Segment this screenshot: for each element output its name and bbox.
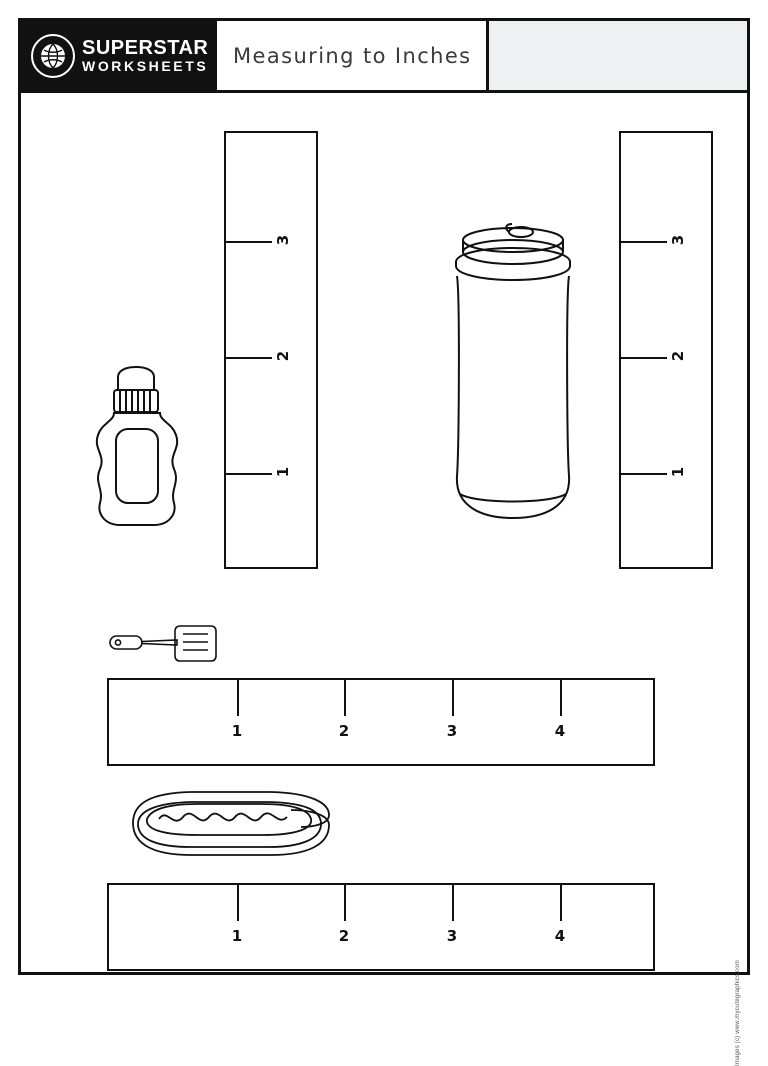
ruler-tick [344,680,346,716]
ruler-tick [621,241,667,243]
brand-block [21,21,217,90]
ruler-tick-label: 3 [446,722,458,740]
ruler-tick-label: 1 [669,466,688,478]
brand-line-2: WORKSHEETS [82,57,209,74]
ruler-tick-label: 1 [231,927,243,945]
worksheet-body [21,93,747,1066]
vertical-ruler-2 [619,131,713,569]
ruler-tick [560,680,562,716]
ruler-tick [226,357,272,359]
spatula-illustration [107,623,242,668]
ruler-tick-label: 3 [274,234,293,246]
ruler-tick [452,680,454,716]
ruler-tick [237,680,239,716]
soda-can-illustration [426,218,601,548]
ruler-tick-label: 1 [274,466,293,478]
ruler-tick-label: 2 [338,722,350,740]
brand-line-1: SUPERSTAR [82,36,209,59]
page-title: Measuring to Inches [233,43,472,68]
hot-dog-illustration [111,783,346,863]
ruler-tick-label: 2 [669,350,688,362]
horizontal-ruler-1 [107,678,655,766]
ruler-tick [226,241,272,243]
horizontal-ruler-2 [107,883,655,971]
brand-text [82,38,208,74]
ruler-tick-label: 2 [338,927,350,945]
vertical-ruler-1 [224,131,318,569]
ruler-tick [344,885,346,921]
mustard-bottle-illustration [76,343,206,548]
ruler-tick-label: 3 [446,927,458,945]
ruler-tick [621,357,667,359]
ruler-tick [560,885,562,921]
name-blank-cell[interactable] [489,21,747,90]
ruler-tick [452,885,454,921]
globe-icon [31,34,75,78]
ruler-tick-label: 3 [669,234,688,246]
ruler-tick-label: 4 [554,722,566,740]
ruler-tick [237,885,239,921]
image-credit: Images (c) www.mycutegraphics.com [735,960,741,1066]
ruler-tick-label: 4 [554,927,566,945]
ruler-tick [621,473,667,475]
ruler-tick-label: 1 [231,722,243,740]
ruler-tick-label: 2 [274,350,293,362]
worksheet-header [21,21,747,93]
ruler-tick [226,473,272,475]
title-cell [217,21,489,90]
worksheet-page [18,18,750,1066]
